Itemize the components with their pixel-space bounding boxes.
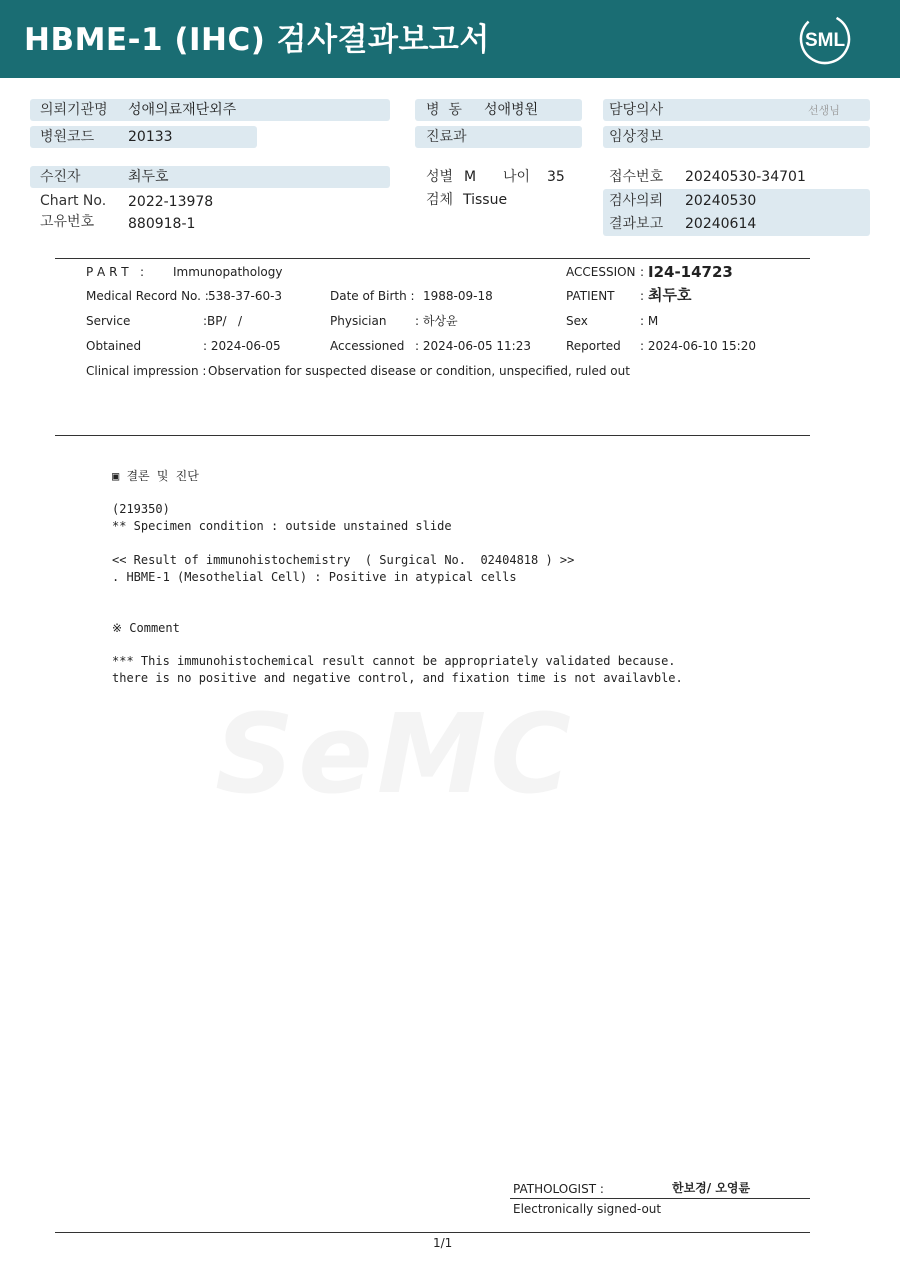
specimen-condition: ** Specimen condition : outside unstained slide	[112, 519, 452, 533]
mrn-label: Medical Record No. :	[86, 289, 209, 303]
receipt-no-label: 접수번호	[609, 169, 664, 185]
department-label: 진료과	[426, 129, 467, 145]
doctor-label: 담당의사	[609, 102, 664, 118]
specimen-label: 검체	[426, 192, 454, 208]
physician-label: Physician	[330, 314, 387, 328]
accession-label: ACCESSION	[566, 265, 636, 279]
accessioned-label: Accessioned	[330, 339, 405, 353]
patient-report-label: PATIENT	[566, 289, 615, 303]
footer-divider	[55, 1232, 810, 1233]
mrn-value: 538-37-60-3	[208, 289, 283, 303]
service-value: :BP/ /	[203, 314, 243, 328]
comment-line-1: *** This immunohistochemical result cannot be appropriately validated because.	[112, 654, 676, 668]
institution-value: 성애의료재단외주	[128, 102, 237, 118]
age-label: 나이	[503, 169, 531, 185]
unique-id-value: 880918-1	[128, 216, 196, 232]
page-number: 1/1	[433, 1236, 453, 1250]
sml-logo-icon	[798, 12, 852, 66]
result-report-value: 20240614	[685, 216, 757, 232]
ward-label: 병 동	[426, 102, 462, 118]
patient-colon: :	[640, 289, 645, 303]
accessioned-value: : 2024-06-05 11:23	[415, 339, 531, 353]
watermark-logo: SeMC	[215, 690, 576, 818]
dob-label: Date of Birth :	[330, 289, 415, 303]
chart-value: 2022-13978	[128, 194, 214, 210]
ward-value: 성애병원	[484, 102, 539, 118]
sex-value: M	[464, 169, 477, 185]
pathologist-label: PATHOLOGIST :	[513, 1182, 604, 1196]
comment-heading: ※ Comment	[112, 621, 180, 635]
chart-label: Chart No.	[40, 193, 107, 209]
doctor-suffix: 선생님	[808, 104, 840, 117]
obtained-value: : 2024-06-05	[203, 339, 281, 353]
age-value: 35	[547, 169, 565, 185]
signed-out-text: Electronically signed-out	[513, 1202, 662, 1216]
clinical-impression-value: Observation for suspected disease or condition, unspecified, ruled out	[208, 364, 630, 378]
test-request-value: 20240530	[685, 193, 757, 209]
comment-line-2: there is no positive and negative control, and fixation time is not availavble.	[112, 671, 683, 685]
result-report-label: 결과보고	[609, 216, 664, 232]
reported-label: Reported	[566, 339, 621, 353]
part-value: Immunopathology	[173, 265, 283, 279]
accession-colon: :	[640, 265, 645, 279]
obtained-label: Obtained	[86, 339, 142, 353]
patient-label: 수진자	[40, 169, 81, 185]
dob-value: 1988-09-18	[423, 289, 493, 303]
clinical-info-label: 임상정보	[609, 129, 664, 145]
ihc-result: . HBME-1 (Mesothelial Cell) : Positive in atypical cells	[112, 570, 517, 584]
part-label: P A R T :	[86, 265, 145, 279]
test-request-label: 검사의뢰	[609, 193, 664, 209]
ihc-heading: << Result of immunohistochemistry ( Surgical No. 02404818 ) >>	[112, 553, 575, 567]
sex-report-label: Sex	[566, 314, 588, 328]
service-label: Service	[86, 314, 131, 328]
report-mid-divider	[55, 435, 810, 436]
patient-value: 최두호	[128, 169, 169, 185]
clinical-impression-label: Clinical impression :	[86, 364, 207, 378]
receipt-no-value: 20240530-34701	[685, 169, 806, 185]
conclusion-heading: ▣ 결론 및 진단	[112, 469, 199, 483]
pathologist-value: 한보경/ 오영륜	[672, 1181, 751, 1195]
hospital-code-label: 병원코드	[40, 129, 95, 145]
report-title: HBME-1 (IHC) 검사결과보고서	[24, 22, 490, 58]
unique-id-label: 고유번호	[40, 214, 95, 230]
physician-value: : 하상윤	[415, 314, 458, 328]
reported-value: : 2024-06-10 15:20	[640, 339, 756, 353]
patient-box	[30, 166, 390, 188]
report-top-divider	[55, 258, 810, 259]
sex-report-value: : M	[640, 314, 659, 328]
specimen-value: Tissue	[463, 192, 508, 208]
signature-divider	[510, 1198, 810, 1199]
sex-label: 성별	[426, 169, 454, 185]
report-header	[0, 0, 900, 78]
accession-value: I24-14723	[648, 263, 733, 281]
institution-label: 의뢰기관명	[40, 102, 108, 118]
patient-report-value: 최두호	[648, 286, 692, 304]
svg-text:SML: SML	[804, 30, 846, 51]
hospital-code-value: 20133	[128, 129, 173, 145]
diagnosis-code: (219350)	[112, 502, 170, 516]
